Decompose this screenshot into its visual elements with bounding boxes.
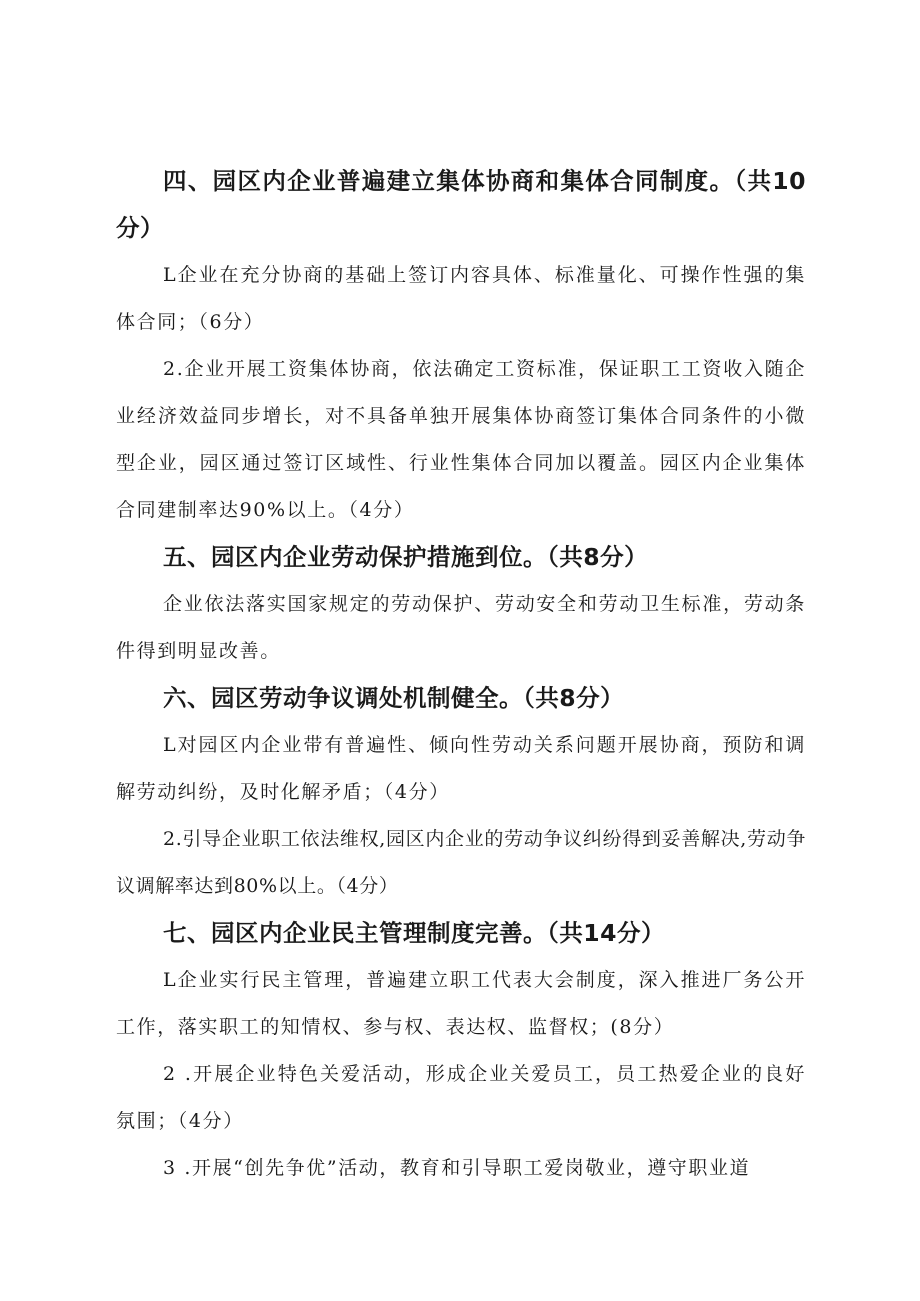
section-7-item-3: 3 .开展“创先争优”活动，教育和引导职工爱岗敬业，遵守职业道 — [163, 1157, 751, 1179]
section-5-item-1: 企业依法落实国家规定的劳动保护、劳动安全和劳动卫生标准，劳动条件得到明显改善。 — [116, 593, 806, 662]
section-7-item-2: 2 .开展企业特色关爱活动，形成企业关爱员工，员工热爱企业的良好氛围；（4分） — [116, 1063, 806, 1132]
section-4-item-2: 2.企业开展工资集体协商，依法确定工资标准，保证职工工资收入随企业经济效益同步增长，对不具备单独开展集体协商签订集体合同条件的小微型企业，园区通过签订区域性、行业性集体合同加以覆盖。园区内企业集体合同建制率达90%以上。（4分） — [116, 358, 806, 521]
section-heading-4: 四、园区内企业普遍建立集体协商和集体合同制度。（共10分） — [116, 167, 806, 242]
document-page — [116, 158, 806, 1192]
section-7-item-1: L企业实行民主管理，普遍建立职工代表大会制度，深入推进厂务公开工作，落实职工的知情权、参与权、表达权、监督权；(8分） — [116, 969, 806, 1038]
section-heading-6: 六、园区劳动争议调处机制健全。（共8分） — [163, 684, 625, 712]
section-4-item-1: L企业在充分协商的基础上签订内容具体、标准量化、可操作性强的集体合同；（6分） — [116, 264, 806, 333]
section-6-item-1: L对园区内企业带有普遍性、倾向性劳动关系问题开展协商，预防和调解劳动纠纷，及时化解矛盾；（4分） — [116, 734, 806, 803]
section-heading-7: 七、园区内企业民主管理制度完善。（共14分） — [163, 919, 665, 947]
section-heading-5: 五、园区内企业劳动保护措施到位。（共8分） — [163, 543, 649, 571]
section-6-item-2: 2.引导企业职工依法维权,园区内企业的劳动争议纠纷得到妥善解决,劳动争议调解率达到80%以上。（4分） — [116, 828, 806, 897]
